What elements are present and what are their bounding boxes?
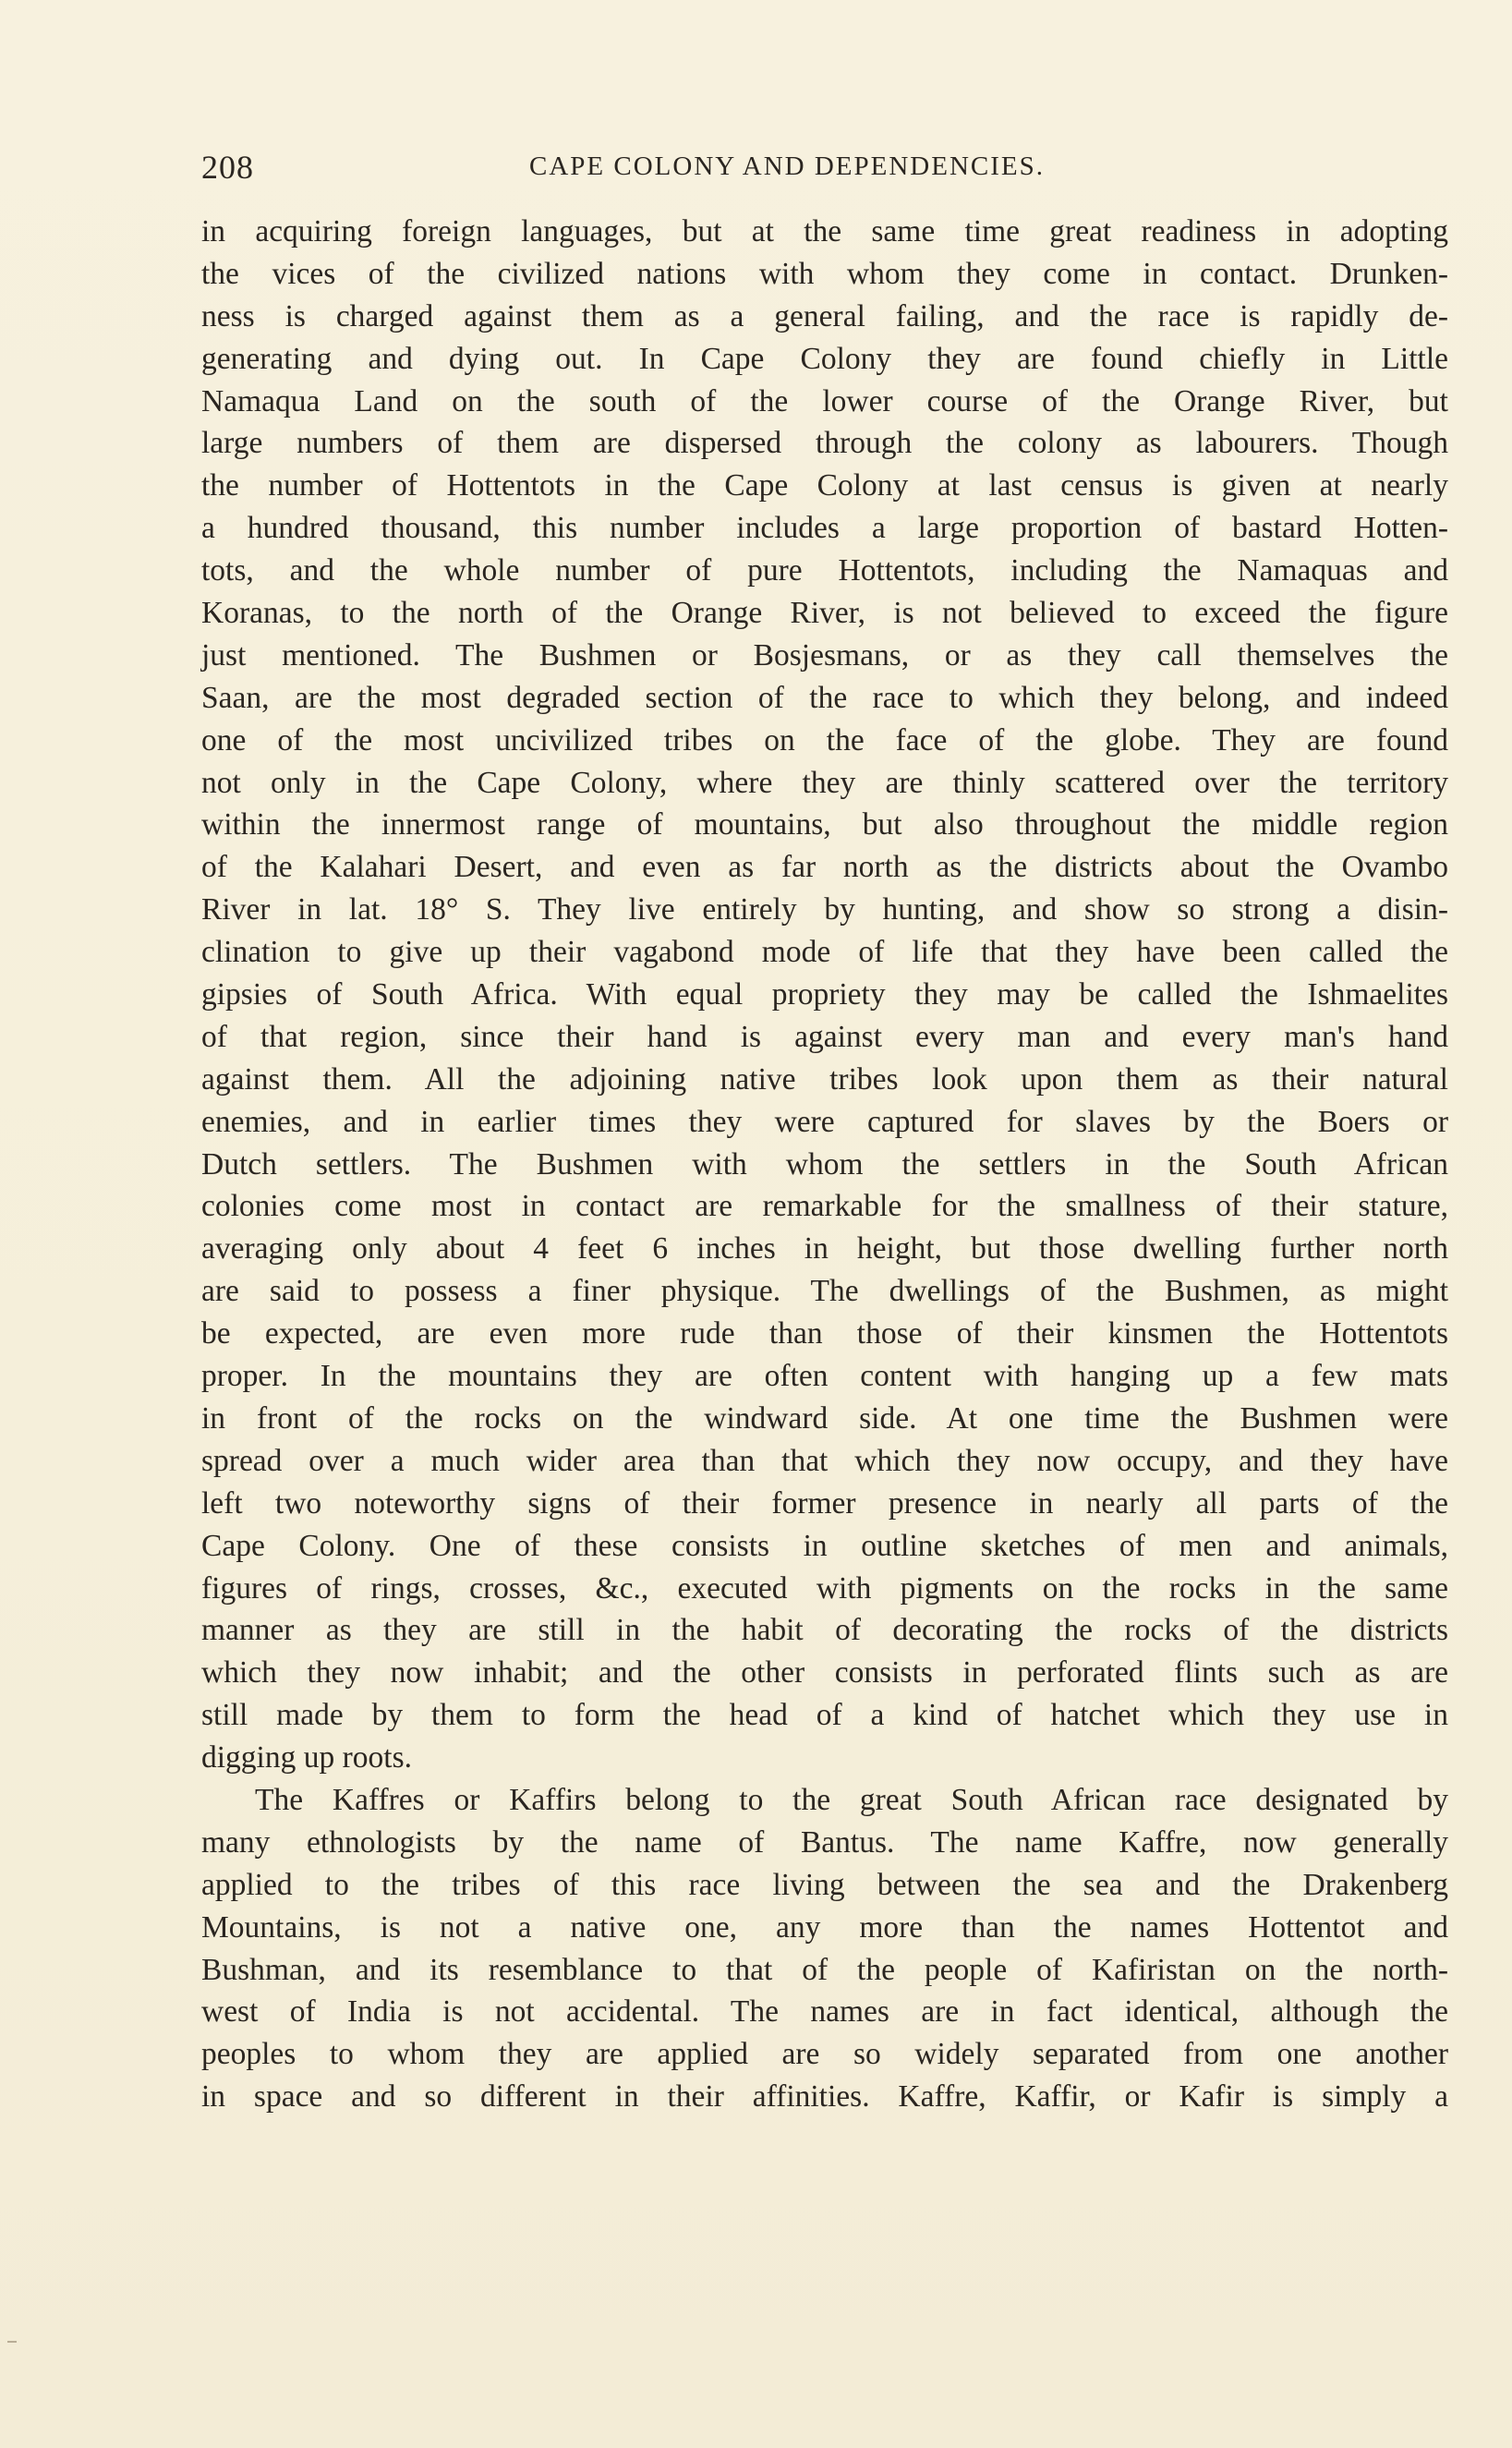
text-line: in front of the rocks on the windward side. At one time the Bushmen were [201, 1400, 1448, 1436]
text-line: Dutch settlers. The Bushmen with whom the settlers in the South African [201, 1146, 1448, 1182]
margin-mark [7, 2341, 17, 2343]
text-line: River in lat. 18° S. They live entirely by hunting, and show so strong a disin- [201, 892, 1448, 927]
text-line: digging up roots. [201, 1740, 412, 1775]
text-line: of the Kalahari Desert, and even as far north as the districts about the Ovambo [201, 850, 1448, 885]
text-line: peoples to whom they are applied are so widely separated from one another [201, 2037, 1448, 2072]
text-line: left two noteworthy signs of their former presence in nearly all parts of the [201, 1485, 1448, 1521]
text-line: be expected, are even more rude than those of their kinsmen the Hottentots [201, 1316, 1448, 1351]
text-line: averaging only about 4 feet 6 inches in height, but those dwelling further north [201, 1231, 1448, 1266]
text-line: Saan, are the most degraded section of the race to which they belong, and indeed [201, 680, 1448, 715]
text-line: figures of rings, crosses, &c., executed with pigments on the rocks in the same [201, 1570, 1448, 1606]
text-line: Namaqua Land on the south of the lower course of the Orange River, but [201, 383, 1448, 418]
text-line: proper. In the mountains they are often content with hanging up a few mats [201, 1359, 1448, 1394]
text-line: enemies, and in earlier times they were captured for slaves by the Boers or [201, 1104, 1448, 1139]
text-line: against them. All the adjoining native tribes look upon them as their natural [201, 1061, 1448, 1097]
text-line: Mountains, is not a native one, any more than the names Hottentot and [201, 1909, 1448, 1945]
text-line: in space and so different in their affinities. Kaffre, Kaffir, or Kafir is simply a [201, 2079, 1448, 2115]
text-line: still made by them to form the head of a kind of hatchet which they use in [201, 1698, 1448, 1733]
text-line: clination to give up their vagabond mode of life that they have been called the [201, 935, 1448, 970]
text-line: generating and dying out. In Cape Colony they are found chiefly in Little [201, 341, 1448, 376]
text-line: Koranas, to the north of the Orange River, is not believed to exceed the figure [201, 596, 1448, 631]
text-line: in acquiring foreign languages, but at the same time great readiness in adopting [201, 214, 1448, 248]
text-line: the vices of the civilized nations with whom they come in contact. Drunken- [201, 256, 1448, 291]
body-text [201, 211, 1448, 2118]
text-line: Cape Colony. One of these consists in outline sketches of men and animals, [201, 1528, 1448, 1563]
text-line: Bushman, and its resemblance to that of the people of Kafiristan on the north- [201, 1952, 1448, 1987]
text-line: within the innermost range of mountains, but also throughout the middle region [201, 807, 1448, 842]
page-number: 208 [201, 149, 254, 186]
text-line: not only in the Cape Colony, where they are thinly scattered over the territory [201, 765, 1448, 800]
text-line: are said to possess a finer physique. The dwellings of the Bushmen, as might [201, 1274, 1448, 1309]
text-line: ness is charged against them as a general failing, and the race is rapidly de- [201, 298, 1448, 333]
text-line: manner as they are still in the habit of decorating the rocks of the districts [201, 1613, 1448, 1648]
text-line: colonies come most in contact are remarkable for the smallness of their stature, [201, 1189, 1448, 1224]
text-line: tots, and the whole number of pure Hottentots, including the Namaquas and [201, 553, 1448, 588]
text-line: gipsies of South Africa. With equal propriety they may be called the Ishmaelites [201, 977, 1448, 1012]
text-line: large numbers of them are dispersed through the colony as labourers. Though [201, 426, 1448, 461]
text-line: applied to the tribes of this race living between the sea and the Drakenberg [201, 1867, 1448, 1902]
text-line: many ethnologists by the name of Bantus. The name Kaffre, now generally [201, 1824, 1448, 1860]
text-line: just mentioned. The Bushmen or Bosjesmans, or as they call themselves the [201, 637, 1448, 673]
text-line: the number of Hottentots in the Cape Colony at last census is given at nearly [201, 468, 1448, 503]
text-line: one of the most uncivilized tribes on the face of the globe. They are found [201, 722, 1448, 757]
text-line: west of India is not accidental. The names are in fact identical, although the [201, 1994, 1448, 2030]
page-header [201, 148, 1448, 188]
text-line: which they now inhabit; and the other consists in perforated flints such as are [201, 1655, 1448, 1691]
running-head: CAPE COLONY AND DEPENDENCIES. [529, 151, 1045, 181]
text-line: a hundred thousand, this number includes a large proportion of bastard Hotten- [201, 511, 1448, 546]
text-line: spread over a much wider area than that which they now occupy, and they have [201, 1443, 1448, 1478]
text-line: of that region, since their hand is against every man and every man's hand [201, 1019, 1448, 1054]
text-line: The Kaffres or Kaffirs belong to the great South African race designated by [255, 1782, 1448, 1817]
